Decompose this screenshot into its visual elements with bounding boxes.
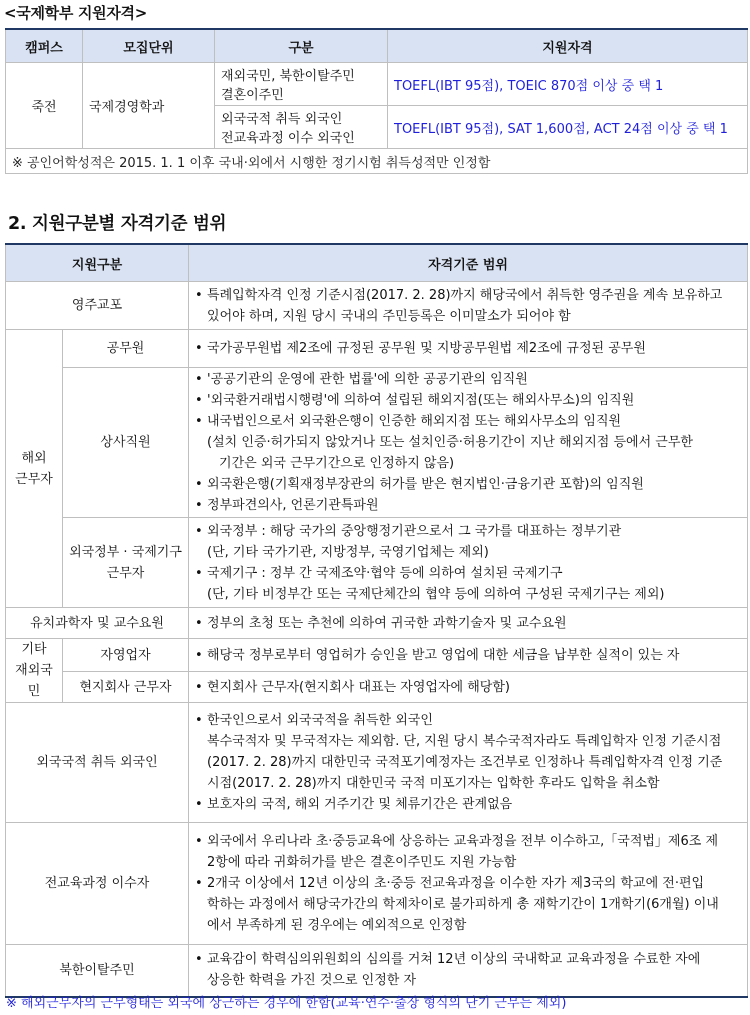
row-label-scientist: 유치과학자 및 교수요원 xyxy=(6,608,189,639)
qualification-cell: TOEFL(IBT 95점), TOEIC 870점 이상 중 택 1 xyxy=(388,63,748,106)
unit-cell: 국제경영학과 xyxy=(83,63,215,149)
table-row xyxy=(6,368,748,518)
criteria-bullet: • 외국환은행(기획재정부장관의 허가를 받은 현지법인·금융기관 포함)의 임직원 xyxy=(195,474,741,495)
row-label-foreigner: 외국국적 취득 외국인 xyxy=(6,703,189,823)
header-qualification: 지원자격 xyxy=(388,29,748,63)
criteria-cell xyxy=(189,282,748,330)
table-row xyxy=(6,330,748,368)
criteria-cell xyxy=(189,672,748,703)
row-label-defector: 북한이탈주민 xyxy=(6,945,189,997)
category-line: 재외국민, 북한이탈주민 xyxy=(221,69,355,84)
note-row xyxy=(6,149,748,174)
criteria-cell xyxy=(189,945,748,997)
criteria-bullet: • 현지회사 근무자(현지회사 대표는 자영업자에 해당함) xyxy=(195,677,741,698)
qualification-table xyxy=(5,28,748,174)
header-unit: 모집단위 xyxy=(83,29,215,63)
table-header-row xyxy=(6,244,748,282)
row-label-self: 자영업자 xyxy=(63,639,189,672)
criteria-bullet: • 국제기구 : 정부 간 국제조약·협약 등에 의하여 설치된 국제기구 (단, 기타 비정부간 또는 국제단체간의 협약 등에 의하여 구성된 국제기구는 제외) xyxy=(195,563,741,605)
group-label-other: 기타 재외국민 xyxy=(6,639,63,703)
criteria-cell xyxy=(189,639,748,672)
row-label-fullcourse: 전교육과정 이수자 xyxy=(6,823,189,945)
header-campus: 캠퍼스 xyxy=(6,29,83,63)
criteria-bullet: • 외국에서 우리나라 초·중등교육에 상응하는 교육과정을 전부 이수하고,「국적법」제6조 제 2항에 따라 귀화허가를 받은 결혼이주민도 지원 가능함 xyxy=(195,831,741,873)
table-row xyxy=(6,282,748,330)
criteria-bullet: • 한국인으로서 외국국적을 취득한 외국인 복수국적자 및 무국적자는 제외함. 단, 지원 당시 복수국적자라도 특례입학자 인정 기준시점 (2017. 2. 28)까지 대한민국 국적포기예정자는 조건부로 인정하나 특례입학자격 인정 기준 시점(2017. 2. 28)까지 대한민국 국적 미포기자는 입학한 후라도 입학을 취소함 xyxy=(195,710,741,794)
criteria-bullet: • 2개국 이상에서 12년 이상의 초·중등 전교육과정을 이수한 자가 제3국의 학교에 전·편입 학하는 과정에서 해당국가간의 학제차이로 불가피하게 총 재학기간이 1개학기(6개월) 이내 에서 부족하게 된 경우에는 예외적으로 인정함 xyxy=(195,873,741,936)
category-cell xyxy=(215,106,388,149)
criteria-bullet: • '외국환거래법시행령'에 의하여 설립된 해외지점(또는 해외사무소)의 임직원 xyxy=(195,390,741,411)
group-label-overseas: 해외 근무자 xyxy=(6,330,63,608)
table-row xyxy=(6,639,748,672)
criteria-bullet: • 특례입학자격 인정 기준시점(2017. 2. 28)까지 해당국에서 취득한 영주권을 계속 보유하고 있어야 하며, 지원 당시 국내의 주민등록은 이미말소가 되어야 함 xyxy=(195,285,741,327)
row-label-permanent: 영주교포 xyxy=(6,282,189,330)
header-type: 지원구분 xyxy=(6,244,189,282)
criteria-bullet: • 내국법인으로서 외국환은행이 인증한 해외지점 또는 해외사무소의 임직원 (설치 인증·허가되지 않았거나 또는 설치인증·허용기간이 지난 해외지점 등에서 근무한 기간은 외국 근무기간으로 인정하지 않음) xyxy=(195,411,741,474)
header-criteria: 자격기준 범위 xyxy=(189,244,748,282)
criteria-cell xyxy=(189,368,748,518)
criteria-bullet: • 정부파견의사, 언론기관특파원 xyxy=(195,495,741,516)
criteria-bullet: • 해당국 정부로부터 영업허가 승인을 받고 영업에 대한 세금을 납부한 실적이 있는 자 xyxy=(195,645,741,666)
criteria-cell xyxy=(189,703,748,823)
category-line: 전교육과정 이수 외국인 xyxy=(221,131,355,146)
table-row xyxy=(6,945,748,997)
criteria-cell xyxy=(189,608,748,639)
criteria-cell xyxy=(189,518,748,608)
criteria-bullet: • 정부의 초청 또는 추천에 의하여 귀국한 과학기술자 및 교수요원 xyxy=(195,613,741,634)
section1-title: <국제학부 지원자격> xyxy=(4,4,147,22)
criteria-bullet: • 국가공무원법 제2조에 규정된 공무원 및 지방공무원법 제2조에 규정된 공무원 xyxy=(195,338,741,359)
category-line: 결혼이주민 xyxy=(221,88,284,103)
criteria-cell xyxy=(189,330,748,368)
criteria-table xyxy=(5,243,748,998)
campus-cell: 죽전 xyxy=(6,63,83,149)
criteria-bullet: • 교육감이 학력심의위원회의 심의를 거쳐 12년 이상의 국내학교 교육과정을 수료한 자에 상응한 학력을 가진 것으로 인정한 자 xyxy=(195,949,741,991)
criteria-cell xyxy=(189,823,748,945)
overseas-worker-note: ※ 해외근무자의 근무형태는 외국에 상근하는 경우에 한함(교육·연수·출장 형식의 단기 근무는 제외) xyxy=(6,996,567,1011)
language-score-note: ※ 공인어학성적은 2015. 1. 1 이후 국내·외에서 시행한 정기시험 취득성적만 인정함 xyxy=(6,149,748,174)
category-line: 외국국적 취득 외국인 xyxy=(221,112,343,127)
row-label-govt: 외국정부 · 국제기구 근무자 xyxy=(63,518,189,608)
row-label-company: 상사직원 xyxy=(63,368,189,518)
table-row xyxy=(6,63,748,106)
header-category: 구분 xyxy=(215,29,388,63)
category-cell xyxy=(215,63,388,106)
table-header-row xyxy=(6,29,748,63)
row-label-local: 현지회사 근무자 xyxy=(63,672,189,703)
table-row xyxy=(6,703,748,823)
qualification-cell: TOEFL(IBT 95점), SAT 1,600점, ACT 24점 이상 중 택 1 xyxy=(388,106,748,149)
table-row xyxy=(6,672,748,703)
table-row xyxy=(6,518,748,608)
row-label-civil: 공무원 xyxy=(63,330,189,368)
criteria-bullet: • '공공기관의 운영에 관한 법률'에 의한 공공기관의 임직원 xyxy=(195,369,741,390)
criteria-bullet: • 보호자의 국적, 해외 거주기간 및 체류기간은 관계없음 xyxy=(195,794,741,815)
table-row xyxy=(6,608,748,639)
criteria-bullet: • 외국정부 : 해당 국가의 중앙행정기관으로서 그 국가를 대표하는 정부기관 (단, 기타 국가기관, 지방정부, 국영기업체는 제외) xyxy=(195,521,741,563)
table-row xyxy=(6,823,748,945)
section2-title: 2. 지원구분별 자격기준 범위 xyxy=(8,214,227,234)
